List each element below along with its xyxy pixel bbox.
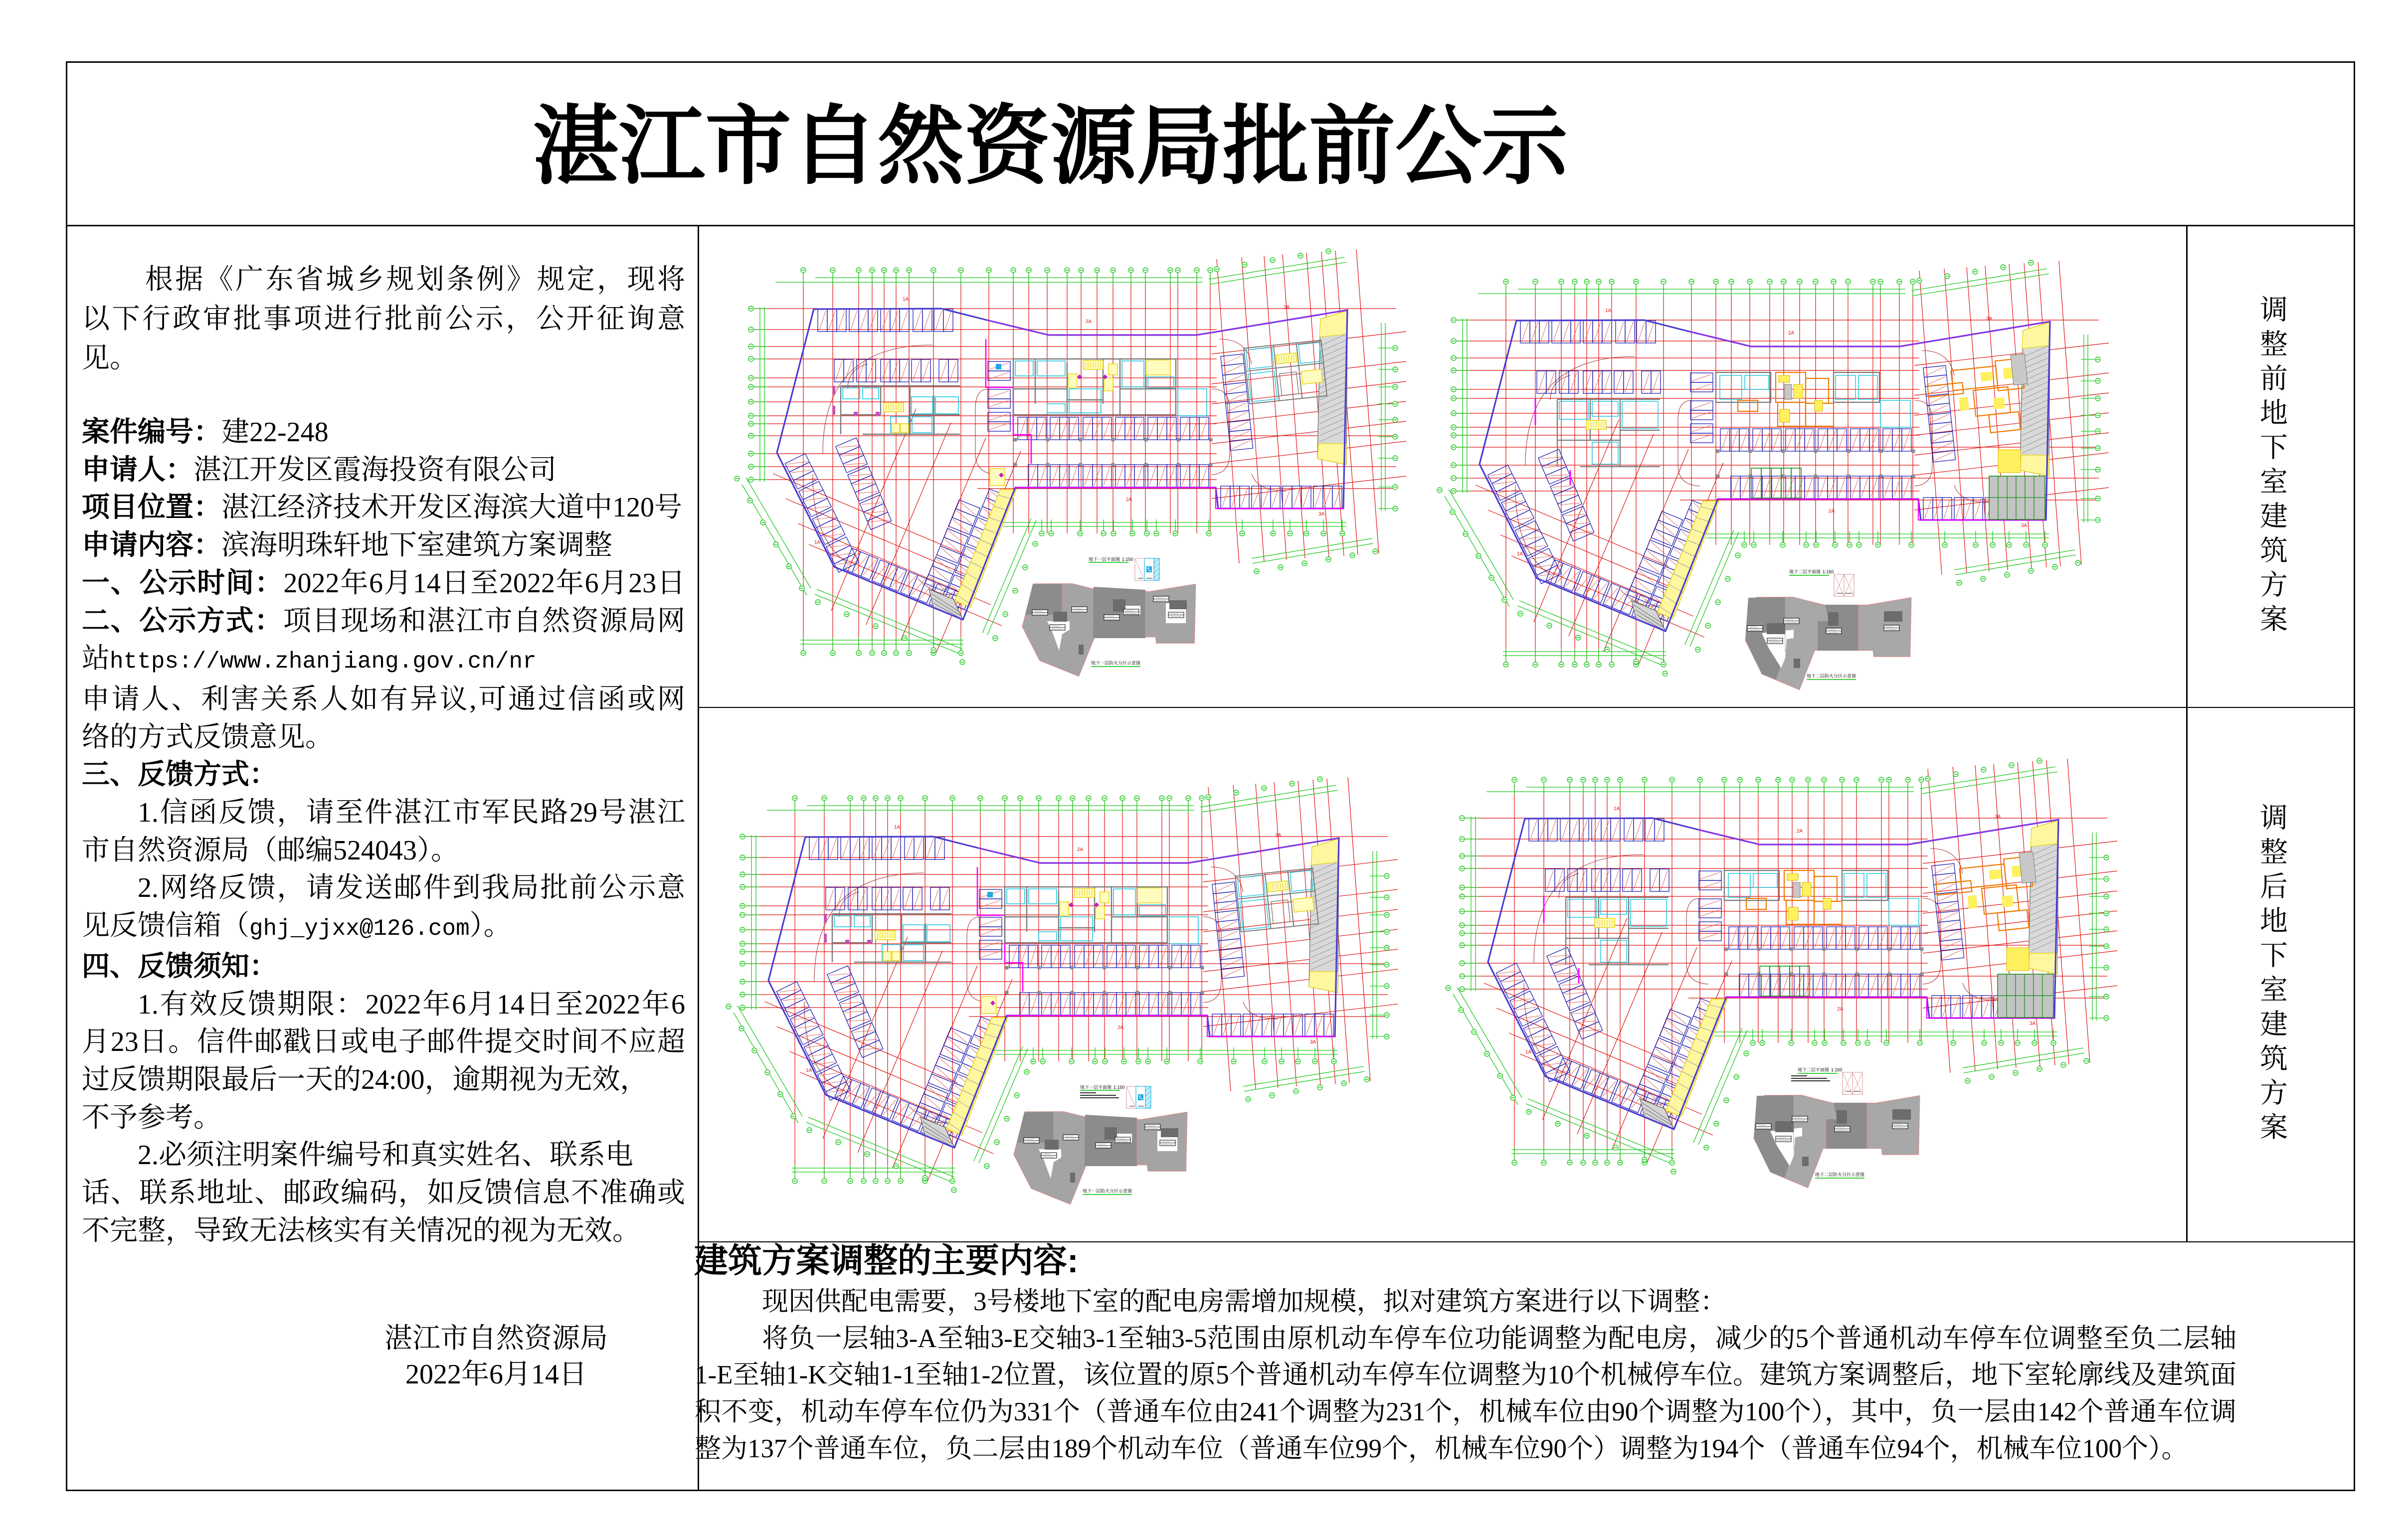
application-content-label: 申请内容： [82,530,221,561]
legend-b1-after [1126,1086,1151,1108]
legend-b2-after [1843,1072,1862,1094]
page-title: 湛江市自然资源局批前公示 [533,100,1568,195]
validity-line: 不予参考。 [82,1102,221,1133]
applicant-value: 湛江开发区霞海投资有限公司 [193,454,556,486]
intro-line: 根据《广东省城乡规划条例》规定，现将 [145,264,685,295]
plan-title-b2-after: 地下二层平面图 1:150 [1798,1067,1843,1072]
drawing-notes-b1 [1080,1093,1119,1098]
project-location-row [82,489,685,527]
legend-b2-before [1834,574,1854,596]
requirements-line: 话、联系地址、邮政编码，如反馈信息不准确或 [82,1178,685,1209]
publicity-period-label: 一、公示时间： [82,567,284,599]
requirements-line: 不完整，导致无法核实有关情况的视为无效。 [82,1215,640,1246]
fire-zone-title-b1-before: 地下一层防火分区示意图 [1091,661,1141,666]
issue-date: 2022年6月14日 [405,1359,587,1390]
website-row [82,640,685,681]
adjustment-line: 现因供配电需要，3号楼地下室的配电房需增加规模，拟对建筑方案进行以下调整： [762,1287,1727,1316]
fire-zone-title-b1-after: 地下一层防火分区示意图 [1083,1189,1132,1194]
case-number-row [82,414,685,452]
feedback-notes-heading: 四、反馈须知： [82,951,277,982]
project-location-label: 项目位置： [82,492,221,523]
fire-zone-title-b2-before: 地下二层防火分区示意图 [1807,674,1856,679]
feedback-email-address-row [82,907,685,948]
adjustment-description [695,1284,2236,1468]
validity-line: 月23日。信件邮戳日或电子邮件提交时间不应超 [82,1027,685,1058]
feedback-letter-line: 市自然资源局（邮编524043）。 [82,835,459,866]
feedback-methods-heading: 三、反馈方式： [82,759,277,791]
publicity-method-row [82,603,685,641]
signature-block [347,1321,646,1392]
drawing-area [698,225,2187,1241]
drawing-after-adjustment [726,758,2117,1204]
row-label-before: 调整前地下室建筑方案 [2256,295,2287,639]
email-prefix: 见反馈信箱（ [82,910,249,942]
email-suffix: ）。 [469,910,512,942]
adjustment-line: 将负一层轴3-A至轴3-E交轴3-1至轴3-5范围由原机动车停车位功能调整为配电房，减少的5个普通机动车停车位调整至负二层轴 [762,1324,2236,1353]
website-url: https://www.zhanjiang.gov.cn/nr [110,649,537,675]
website-prefix: 站 [82,643,110,675]
publicity-period-row [82,565,685,603]
validity-line: 过反馈期限最后一天的24:00，逾期视为无效， [82,1064,648,1095]
issuer-name: 湛江市自然资源局 [384,1323,608,1354]
application-content-value: 滨海明珠轩地下室建筑方案调整 [221,530,612,561]
adjustment-heading: 建筑方案调整的主要内容: [694,1242,1079,1280]
adjustment-line: 1-E至轴1-K交轴1-1至轴1-2位置，该位置的原5个普通机动车停车位调整为10个机械停车位。建筑方案调整后，地下室轮廓线及建筑面 [695,1361,2236,1390]
adjustment-line: 积不变，机动车停车位仍为331个（普通车位由241个调整为231个，机械车位由90个调整为100个），其中，负一层由142个普通车位调 [695,1397,2236,1427]
publicity-method-value: 项目现场和湛江市自然资源局网 [283,605,686,637]
case-number-label: 案件编号： [82,417,221,448]
publicity-method-label: 二、公示方式： [82,605,283,637]
case-number-value: 建22-248 [221,417,329,448]
fire-zone-title-b2-after: 地下二层防火分区示意图 [1815,1172,1865,1177]
publicity-period-value: 2022年6月14日至2022年6月23日 [283,567,686,599]
plan-title-b1-after: 地下一层平面图 1:150 [1080,1085,1125,1090]
objection-note-line: 络的方式反馈意见。 [82,721,333,753]
project-location-value: 湛江经济技术开发区海滨大道中120号 [221,492,682,523]
intro-line: 以下行政审批事项进行批前公示，公开征询意 [82,304,685,335]
adjustment-line: 整为137个普通车位，负二层由189个机动车位（普通车位99个，机械车位90个）调整为194个（普通车位94个，机械车位100个）。 [695,1434,2188,1463]
feedback-notes-heading-row [82,948,685,986]
row-label-cell-after [2188,708,2355,1241]
applicant-label: 申请人： [82,454,193,486]
row-label-after: 调整后地下室建筑方案 [2256,803,2287,1147]
intro-line: 见。 [82,343,138,374]
feedback-methods-heading-row [82,756,685,794]
feedback-email: ghj_yjxx@126.com [249,916,470,942]
validity-line: 1.有效反馈期限：2022年6月14日至2022年6 [138,989,685,1020]
plan-title-b2-before: 地下二层平面图 1:150 [1789,569,1834,574]
requirements-line: 2.必须注明案件编号和真实姓名、联系电 [138,1140,633,1171]
applicant-row [82,452,685,490]
row-label-cell-before [2188,226,2355,707]
feedback-letter-line: 1.信函反馈，请至件湛江市军民路29号湛江 [138,797,685,829]
intro-paragraph [82,260,685,378]
objection-note-line: 申请人、利害关系人如有异议,可通过信函或网 [82,684,685,715]
application-content-row [82,527,685,565]
feedback-email-line: 2.网络反馈，请发送邮件到我局批前公示意 [138,872,685,904]
legend-b1-before [1135,558,1159,580]
case-details [82,414,685,1250]
plan-title-b1-before: 地下一层平面图 1:150 [1089,557,1133,562]
drawing-notes-b2 [1791,1076,1830,1081]
drawing-before-adjustment [735,249,2109,690]
